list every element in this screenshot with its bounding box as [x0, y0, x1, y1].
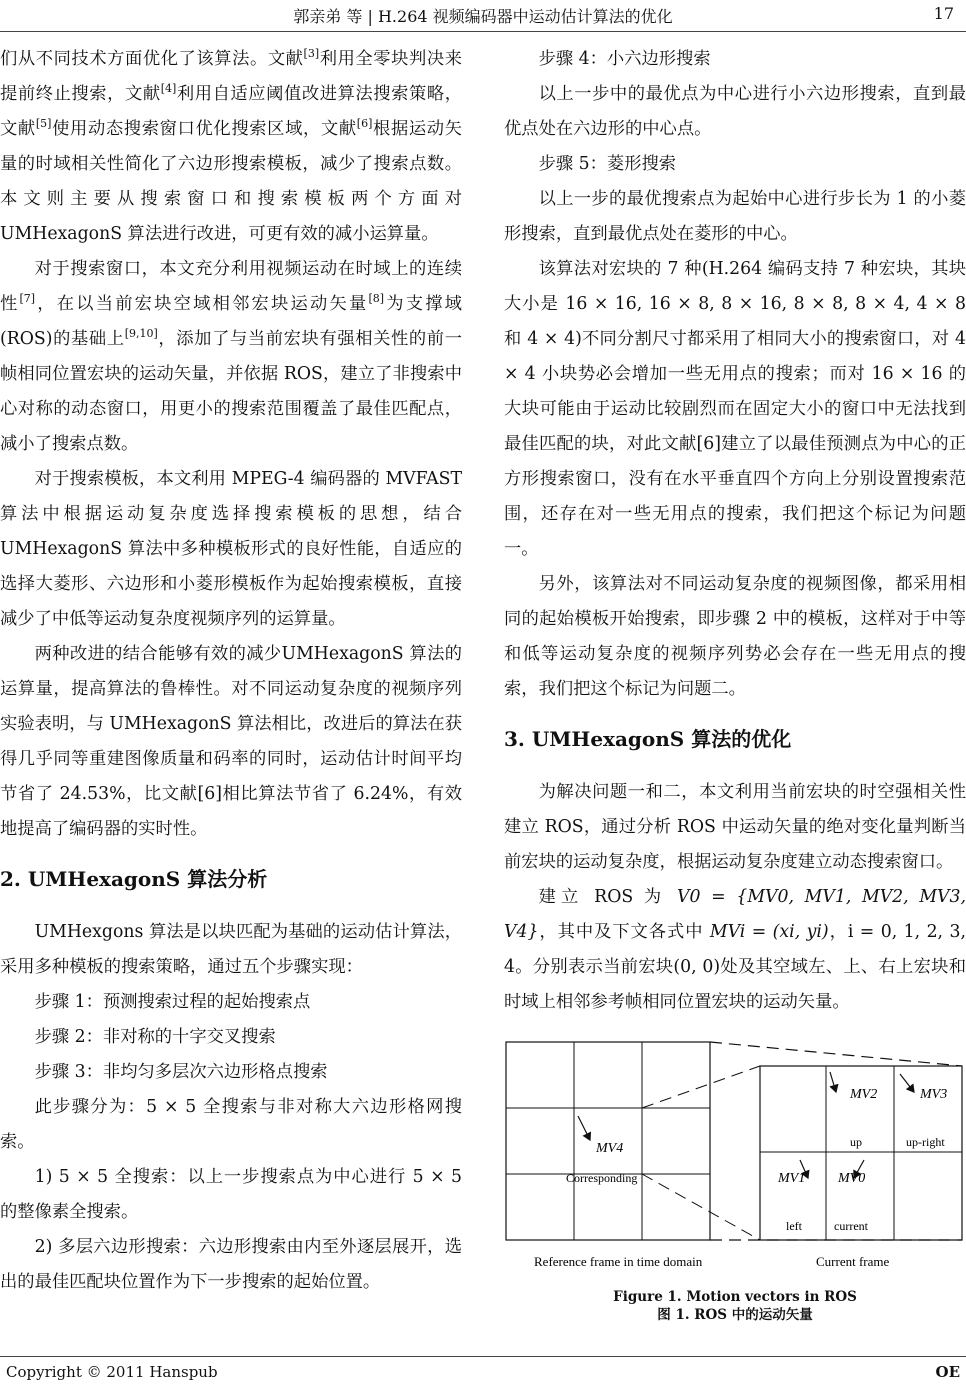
- mv3-label: MV3: [920, 1087, 948, 1102]
- page-number: 17: [933, 4, 954, 23]
- paragraph: 该算法对宏块的 7 种(H.264 编码支持 7 种宏块，其块大小是 16 × 16, 16 × 8, 8 × 16, 8 × 8, 8 × 4, 4 × 8 和 4 × 4)不同分割尺寸都采用了相同大小的搜索窗口，对 4 × 4 小块势必会增加一些无用点的搜索；而对 16 × 16 的大块可能由于运动比较剧烈而在固定大小的窗口中无法找到最佳匹配的块，对此文献[6]建立了以最佳预测点为中心的正方形搜索窗口，没有在水平垂直四个方向上分别设置搜索范围，还存在对一些无用点的搜索，我们把这个标记为问题一。: [504, 259, 966, 559]
- up-label: up: [850, 1135, 862, 1149]
- mv4-label: MV4: [596, 1141, 624, 1156]
- citation[interactable]: [5]: [35, 117, 52, 131]
- footer-rule: [0, 1356, 966, 1357]
- caption-chinese: 图 1. ROS 中的运动矢量: [657, 1307, 813, 1323]
- citation[interactable]: [4]: [160, 82, 177, 96]
- corresponding-label: Corresponding: [566, 1171, 638, 1185]
- mv2-arrow: [830, 1072, 836, 1092]
- step-item: 步骤 3：非均匀多层次六边形格点搜索: [34, 1062, 328, 1082]
- equation-mv: MVi = (xi, yi): [709, 922, 829, 942]
- equation-ros: V0 = {MV0, MV1, MV2, MV3, V4}: [504, 887, 966, 942]
- step-item: 步骤 5：菱形搜索: [538, 154, 677, 174]
- citation[interactable]: [6]: [356, 117, 373, 131]
- paragraph: 以上一步的最优搜索点为起始中心进行步长为 1 的小菱形搜索，直到最优点处在菱形的中心。: [504, 189, 966, 244]
- step-item: 步骤 2：非对称的十字交叉搜索: [34, 1027, 276, 1047]
- section-heading: 3. UMHexagonS 算法的优化: [504, 727, 792, 751]
- page-header: [0, 4, 966, 28]
- citation[interactable]: [7]: [19, 292, 36, 306]
- citation[interactable]: [3]: [303, 47, 320, 61]
- section-heading: 2. UMHexagonS 算法分析: [0, 867, 268, 891]
- mv1-label: MV1: [778, 1171, 806, 1186]
- paragraph: 对于搜索窗口，本文充分利用视频运动在时域上的连续性[7]，在以当前宏块空域相邻宏块运动矢量[8]为支撑域(ROS)的基础上[9,10]，添加了与当前宏块有强相关性的前一帧相同位置宏块的运动矢量，并依据 ROS，建立了非搜索中心对称的动态窗口，用更小的搜索范围覆盖了最佳匹配点，减小了搜索点数。: [0, 259, 462, 454]
- right-column: [504, 42, 966, 1020]
- figure-caption: [504, 1288, 966, 1324]
- paragraph: 们从不同技术方面优化了该算法。文献[3]利用全零块判决来提前终止搜索，文献[4]利用自适应阈值改进算法搜索策略，文献[5]使用动态搜索窗口优化搜索区域，文献[6]根据运动矢量的时域相关性简化了六边形搜索模板，减少了搜索点数。本文则主要从搜索窗口和搜索模板两个方面对 UMHexagonS 算法进行改进，可更有效的减小运算量。: [0, 47, 462, 244]
- running-title: 郭亲弟 等 | H.264 视频编码器中运动估计算法的优化: [293, 7, 673, 26]
- citation[interactable]: [8]: [368, 292, 385, 306]
- paragraph: 1) 5 × 5 全搜索：以上一步搜索点为中心进行 5 × 5 的整像素全搜索。: [0, 1167, 462, 1222]
- mv4-arrow: [578, 1116, 590, 1140]
- mv0-label: MV0: [838, 1171, 866, 1186]
- copyright: Copyright © 2011 Hanspub: [6, 1363, 218, 1381]
- upright-label: up-right: [906, 1135, 945, 1149]
- figure-motion-vectors: [504, 1040, 966, 1320]
- paragraph: UMHexgons 算法是以块匹配为基础的运动估计算法，采用多种模板的搜索策略，通过五个步骤实现：: [0, 922, 462, 977]
- paragraph: 另外，该算法对不同运动复杂度的视频图像，都采用相同的起始模板开始搜索，即步骤 2 中的模板，这样对于中等和低等运动复杂度的视频序列势必会存在一些无用点的搜索，我们把这个标记为问题二。: [504, 574, 966, 699]
- caption-english: Figure 1. Motion vectors in ROS: [613, 1289, 857, 1305]
- reference-frame-label: Reference frame in time domain: [534, 1254, 703, 1269]
- left-label: left: [786, 1219, 802, 1233]
- paragraph: 为解决问题一和二，本文利用当前宏块的时空强相关性建立 ROS，通过分析 ROS 中运动矢量的绝对变化量判断当前宏块的运动复杂度，根据运动复杂度建立动态搜索窗口。: [504, 782, 966, 872]
- journal-abbrev: OE: [935, 1363, 960, 1381]
- paragraph: 此步骤分为：5 × 5 全搜索与非对称大六边形格网搜索。: [0, 1097, 462, 1152]
- step-item: 步骤 4：小六边形搜索: [538, 49, 711, 69]
- paragraph: 两种改进的结合能够有效的减少UMHexagonS 算法的运算量，提高算法的鲁棒性。对不同运动复杂度的视频序列实验表明，与 UMHexagonS 算法相比，改进后的算法在获得几乎同等重建图像质量和码率的同时，运动估计时间平均节省了 24.53%，比文献[6]相比算法节省了 6.24%，有效地提高了编码器的实时性。: [0, 644, 462, 839]
- mv3-arrow: [900, 1074, 914, 1092]
- paragraph: 建立 ROS 为 V0 = {MV0, MV1, MV2, MV3, V4}，其中及下文各式中 MVi = (xi, yi)，i = 0, 1, 2, 3, 4。分别表示当前宏块(0, 0)处及其空域左、上、右上宏块和时域上相邻参考帧相同位置宏块的运动矢量。: [504, 887, 966, 1012]
- paragraph: 对于搜索模板，本文利用 MPEG-4 编码器的 MVFAST 算法中根据运动复杂度选择搜索模板的思想，结合 UMHexagonS 算法中多种模板形式的良好性能，自适应的选择大菱形、六边形和小菱形模板作为起始搜索模板，直接减少了中低等运动复杂度视频序列的运算量。: [0, 469, 462, 629]
- step-item: 步骤 1：预测搜索过程的起始搜索点: [34, 992, 311, 1012]
- paragraph: 2) 多层六边形搜索：六边形搜索由内至外逐层展开，选出的最佳匹配块位置作为下一步搜索的起始位置。: [0, 1237, 462, 1292]
- header-rule: [0, 31, 966, 32]
- current-frame-label: Current frame: [816, 1254, 890, 1269]
- figure-diagram: [504, 1040, 966, 1290]
- current-label: current: [834, 1219, 868, 1233]
- left-column: [0, 42, 462, 1300]
- mv2-label: MV2: [850, 1087, 878, 1102]
- citation[interactable]: [9,10]: [124, 327, 158, 341]
- paragraph: 以上一步中的最优点为中心进行小六边形搜索，直到最优点处在六边形的中心点。: [504, 84, 966, 139]
